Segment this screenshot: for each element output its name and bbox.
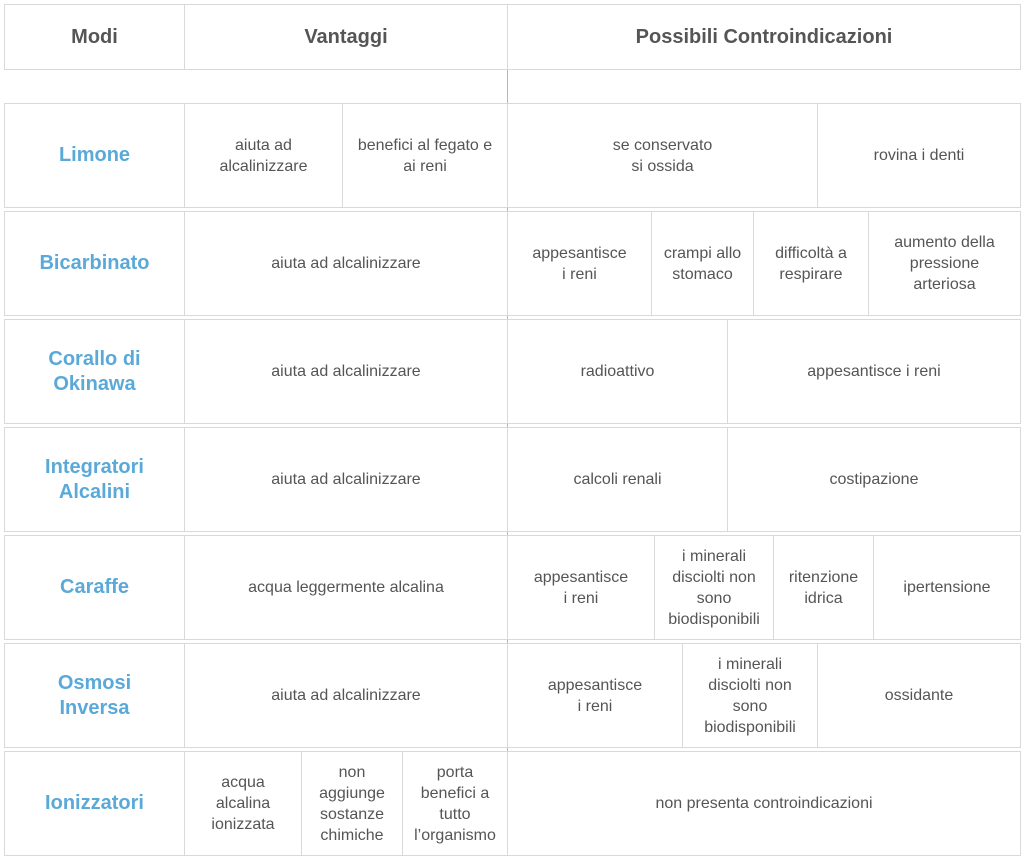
contraindication-cell: costipazione	[829, 471, 919, 488]
table-row	[4, 535, 1021, 640]
contraindications-group	[508, 104, 1020, 207]
contraindication-cell: se conservato si ossida	[508, 104, 818, 207]
contraindication-cell: aumento della pressione arteriosa	[894, 234, 995, 293]
table-row	[4, 103, 1021, 208]
advantages-group	[185, 536, 508, 639]
mode-label: Limone	[5, 104, 185, 207]
table-row	[4, 751, 1021, 856]
contraindication-cell: i minerali disciolti non sono biodisponibili	[683, 644, 818, 747]
contraindication-cell: ritenzione idrica	[774, 536, 874, 639]
contraindication-cell: rovina i denti	[873, 147, 965, 164]
advantages-group	[185, 320, 508, 423]
mode-label: Osmosi Inversa	[5, 644, 185, 747]
advantage-cell: acqua leggermente alcalina	[248, 579, 444, 596]
contraindication-cell: appesantisce i reni	[807, 363, 941, 380]
advantage-cell: aiuta ad alcalinizzare	[185, 104, 343, 207]
contraindications-group	[508, 536, 1020, 639]
advantages-group	[185, 104, 508, 207]
advantages-group	[185, 212, 508, 315]
advantage-cell: aiuta ad alcalinizzare	[271, 687, 421, 704]
table-header	[4, 4, 1021, 70]
header-advantages: Vantaggi	[185, 5, 508, 69]
header-modes: Modi	[5, 5, 185, 69]
contraindication-cell: appesantisce i reni	[508, 212, 652, 315]
mode-label: Ionizzatori	[5, 752, 185, 855]
contraindications-group	[508, 212, 1020, 315]
advantage-cell: non aggiunge sostanze chimiche	[302, 752, 403, 855]
mode-label: Corallo di Okinawa	[5, 320, 185, 423]
table-row	[4, 427, 1021, 532]
contraindications-group	[508, 644, 1020, 747]
contraindication-cell: ipertensione	[903, 579, 991, 596]
advantage-cell: benefici al fegato e ai reni	[357, 136, 493, 175]
contraindication-cell: non presenta controindicazioni	[655, 795, 873, 812]
contraindication-cell: i minerali disciolti non sono biodisponibili	[655, 536, 774, 639]
advantage-cell: aiuta ad alcalinizzare	[271, 471, 421, 488]
contraindication-cell: appesantisce i reni	[508, 536, 655, 639]
contraindication-cell: difficoltà a respirare	[754, 212, 869, 315]
advantage-cell: aiuta ad alcalinizzare	[271, 255, 421, 272]
contraindications-group	[508, 320, 1020, 423]
table-row	[4, 643, 1021, 748]
contraindication-cell: ossidante	[884, 687, 954, 704]
table-row	[4, 211, 1021, 316]
contraindication-cell: appesantisce i reni	[508, 644, 683, 747]
advantages-group	[185, 428, 508, 531]
contraindications-group	[508, 752, 1020, 855]
advantages-group	[185, 752, 508, 855]
mode-label: Caraffe	[5, 536, 185, 639]
advantages-group	[185, 644, 508, 747]
advantage-cell: aiuta ad alcalinizzare	[271, 363, 421, 380]
contraindication-cell: radioattivo	[508, 320, 728, 423]
contraindication-cell: crampi allo stomaco	[652, 212, 754, 315]
contraindications-group	[508, 428, 1020, 531]
advantage-cell: acqua alcalina ionizzata	[185, 752, 302, 855]
mode-label: Bicarbinato	[5, 212, 185, 315]
advantage-cell: porta benefici a tutto l’organismo	[414, 763, 496, 844]
contraindication-cell: calcoli renali	[508, 428, 728, 531]
mode-label: Integratori Alcalini	[5, 428, 185, 531]
header-contraindications: Possibili Controindicazioni	[635, 25, 893, 48]
table-row	[4, 319, 1021, 424]
